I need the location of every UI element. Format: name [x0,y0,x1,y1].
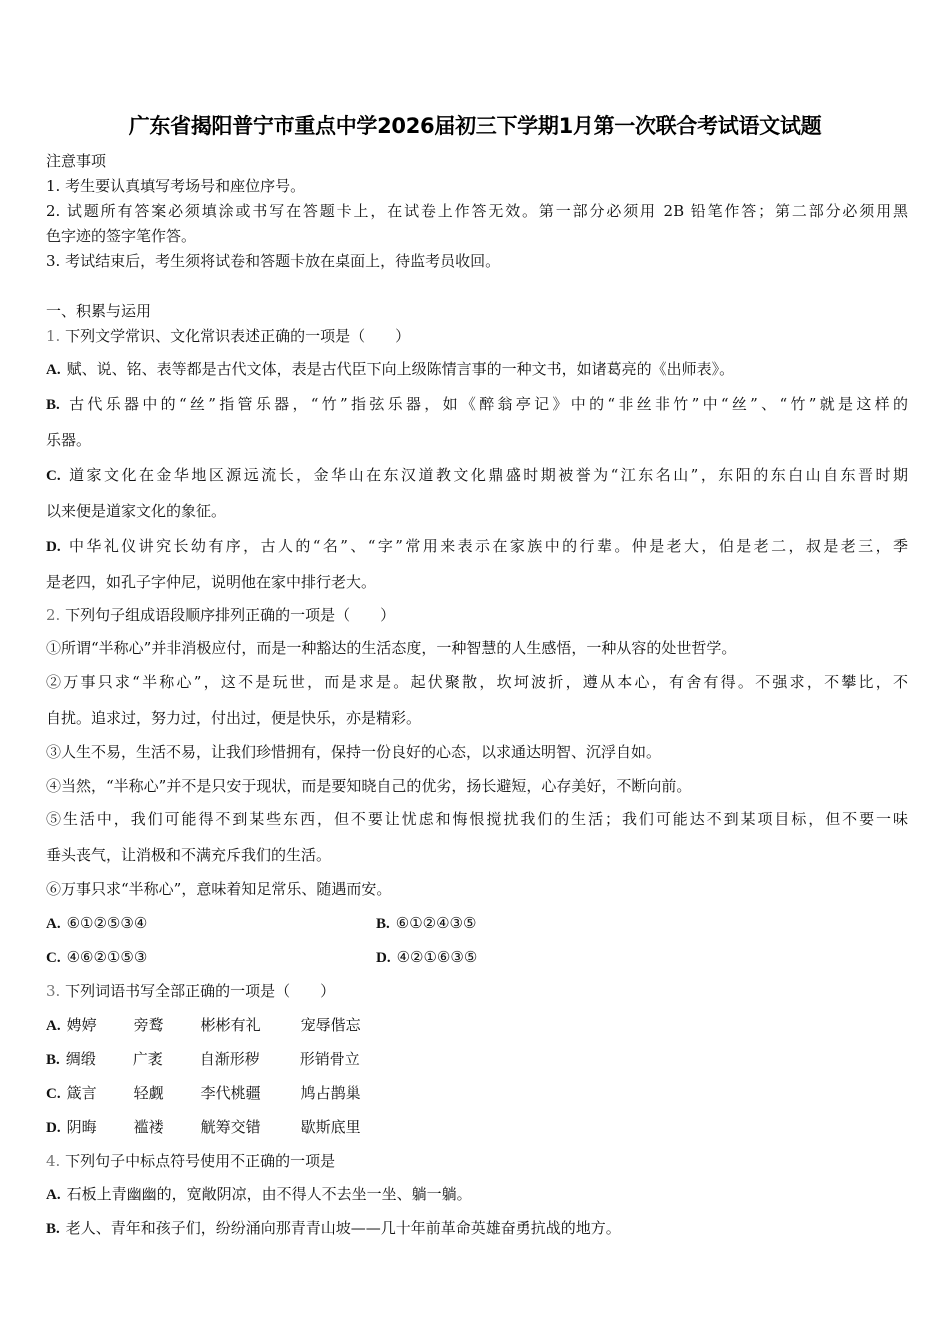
q2-sentence-5-continued: 垂头丧气，让消极和不满充斥我们的生活。 [46,846,332,864]
option-text: ④②①⑥③⑤ [396,948,478,966]
q3-option-a [46,1015,401,1036]
option-label: A. [46,362,61,378]
question-text: 下列文学常识、文化常识表述正确的一项是（ ） [65,327,411,345]
q2-sentence-6: ⑥万事只求“半称心”，意味着知足常乐、随遇而安。 [46,880,392,898]
q2-sentence-1: ①所谓“半称心”并非消极应付，而是一种豁达的生活态度，一种智慧的人生感悟，一种从容的处世哲学。 [46,639,737,657]
q1-option-d-continued: 是老四，如孔子字仲尼，说明他在家中排行老大。 [46,573,377,591]
word: 旁鹜 [133,1016,164,1034]
word: 绸缎 [65,1050,96,1068]
notice-item: 3. 考试结束后，考生须将试卷和答题卡放在桌面上，待监考员收回。 [46,252,501,270]
notice-item-continued: 色字迹的签字笔作答。 [46,227,197,245]
question-number: 4. [46,1152,61,1170]
word: 箴言 [66,1084,97,1102]
q4-option-a [46,1184,472,1205]
word: 阴晦 [66,1118,97,1136]
q2-sentence-2: ②万事只求“半称心”，这不是玩世，而是求是。起伏聚散，坎坷波折，遵从本心，有舍有得。不强求，不攀比，不 [46,673,908,691]
word: 轻觑 [133,1084,164,1102]
notice-heading: 注意事项 [46,152,107,170]
option-label: B. [46,1221,60,1237]
q2-option-c [46,947,147,968]
section-heading: 一、积累与运用 [46,302,152,320]
option-label: B. [46,1052,60,1068]
question-number: 3. [46,982,61,1000]
option-text: 中华礼仪讲究长幼有序，古人的“名”、“字”常用来表示在家族中的行辈。仲是老大，伯是老二，叔是老三，季 [66,537,908,555]
question-4-stem [46,1151,335,1171]
q3-option-d [46,1117,401,1138]
word: 李代桃疆 [200,1084,261,1102]
q2-option-b [376,913,476,934]
question-1-stem [46,326,410,346]
q1-option-c [46,465,908,486]
option-text: 古代乐器中的“丝”指管乐器，“竹”指弦乐器，如《醉翁亭记》中的“非丝非竹”中“丝”、“竹”就是这样的 [65,395,908,413]
word: 觥筹交错 [200,1118,261,1136]
q1-option-a [46,359,734,380]
q1-option-c-continued: 以来便是道家文化的象征。 [46,502,227,520]
option-label: B. [376,916,390,932]
q1-option-b-continued: 乐器。 [46,431,92,449]
notice-item: 2. 试题所有答案必须填涂或书写在答题卡上，在试卷上作答无效。第一部分必须用 2B 铅笔作答；第二部分必须用黑 [46,202,908,220]
question-2-stem [46,605,395,625]
q1-option-b [46,394,908,415]
q2-sentence-2-continued: 自扰。追求过，努力过，付出过，便是快乐，亦是精彩。 [46,709,422,727]
word: 宠辱偕忘 [300,1016,361,1034]
option-label: C. [46,468,61,484]
q2-sentence-5: ⑤生活中，我们可能得不到某些东西，但不要让忧虑和悔恨搅扰我们的生活；我们可能达不到某项目标，但不要一味 [46,810,908,828]
option-label: D. [46,539,61,555]
q2-sentence-3: ③人生不易，生活不易，让我们珍惜拥有，保持一份良好的心态，以求通达明智、沉浮自如。 [46,743,662,761]
q2-option-d [376,947,477,968]
q4-option-b [46,1218,621,1239]
option-text: ④⑥②①⑤③ [66,948,148,966]
question-number: 1. [46,327,61,345]
option-text: 老人、青年和孩子们，纷纷涌向那青青山坡——几十年前革命英雄奋勇抗战的地方。 [65,1219,621,1237]
notice-item: 1. 考生要认真填写考场号和座位序号。 [46,177,306,195]
word: 娉婷 [66,1016,97,1034]
option-text: 道家文化在金华地区源远流长，金华山在东汉道教文化鼎盛时期被誉为“江东名山”，东阳的东白山自东晋时期 [66,466,908,484]
option-label: C. [46,950,61,966]
q2-option-a [46,913,147,934]
q1-option-d [46,536,908,557]
option-label: A. [46,1018,61,1034]
word: 鸠占鹊巢 [300,1084,361,1102]
option-text: ⑥①②⑤③④ [66,914,148,932]
option-text: 赋、说、铭、表等都是古代文体，表是古代臣下向上级陈情言事的一种文书，如诸葛亮的《出师表》。 [66,360,735,378]
option-label: D. [376,950,391,966]
option-label: B. [46,397,60,413]
page-title: 广东省揭阳普宁市重点中学2026届初三下学期1月第一次联合考试语文试题 [128,114,822,138]
option-text: ⑥①②④③⑤ [395,914,477,932]
word: 自渐形秽 [199,1050,260,1068]
word: 形销骨立 [299,1050,360,1068]
word: 广袤 [132,1050,163,1068]
q2-sentence-4: ④当然，“半称心”并不是只安于现状，而是要知晓自己的优劣，扬长避短，心存美好，不断向前。 [46,777,692,795]
question-text: 下列句子组成语段顺序排列正确的一项是（ ） [65,606,396,624]
q3-option-b [46,1049,400,1070]
option-label: A. [46,916,61,932]
question-text: 下列句子中标点符号使用不正确的一项是 [65,1152,336,1170]
q3-option-c [46,1083,401,1104]
question-3-stem [46,981,335,1001]
option-text: 石板上青幽幽的，宽敞阴凉，由不得人不去坐一坐、躺一躺。 [66,1185,472,1203]
option-label: C. [46,1086,61,1102]
option-label: D. [46,1120,61,1136]
question-text: 下列词语书写全部正确的一项是（ ） [65,982,336,1000]
question-number: 2. [46,606,61,624]
word: 彬彬有礼 [200,1016,261,1034]
option-label: A. [46,1187,61,1203]
word: 歇斯底里 [300,1118,361,1136]
word: 褴褛 [133,1118,164,1136]
